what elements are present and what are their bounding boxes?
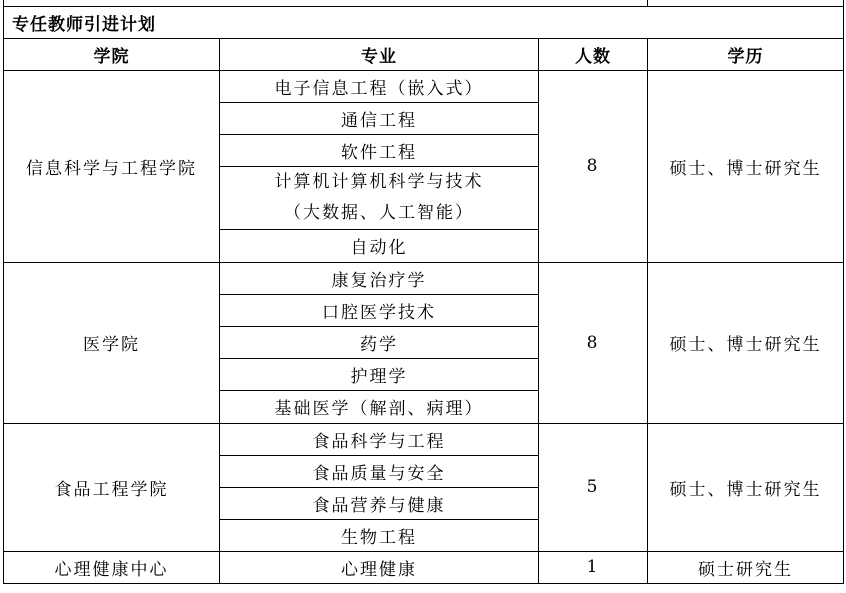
major-cell: 通信工程 [220, 102, 539, 134]
table-row [4, 70, 844, 102]
count-cell: 1 [539, 551, 648, 583]
title-row [4, 6, 844, 38]
major-cell: 康复治疗学 [220, 262, 539, 294]
table-row [4, 262, 844, 294]
degree-cell: 硕士研究生 [648, 551, 844, 583]
major-cell: 基础医学（解剖、病理） [220, 390, 539, 423]
major-cell: 食品科学与工程 [220, 423, 539, 455]
major-cell: 软件工程 [220, 134, 539, 166]
major-cell: 食品营养与健康 [220, 487, 539, 519]
major-cell: 电子信息工程（嵌入式） [220, 70, 539, 102]
major-cell: 食品质量与安全 [220, 455, 539, 487]
college-cell: 信息科学与工程学院 [4, 70, 220, 262]
header-row [4, 38, 844, 70]
degree-cell: 硕士、博士研究生 [648, 423, 844, 551]
header-college: 学院 [4, 38, 220, 70]
major-cell: 生物工程 [220, 519, 539, 551]
major-cell: 心理健康 [220, 551, 539, 583]
count-cell: 8 [539, 262, 648, 423]
college-cell: 食品工程学院 [4, 423, 220, 551]
college-cell: 心理健康中心 [4, 551, 220, 583]
table-title: 专任教师引进计划 [4, 6, 844, 38]
major-cell: 护理学 [220, 358, 539, 390]
header-count: 人数 [539, 38, 648, 70]
count-cell: 8 [539, 70, 648, 262]
major-cell: 药学 [220, 326, 539, 358]
degree-cell: 硕士、博士研究生 [648, 70, 844, 262]
count-cell: 5 [539, 423, 648, 551]
header-degree: 学历 [648, 38, 844, 70]
table-row [4, 423, 844, 455]
major-cell: 口腔医学技术 [220, 294, 539, 326]
header-major: 专业 [220, 38, 539, 70]
major-cell: 计算机计算机科学与技术 （大数据、人工智能） [220, 166, 539, 229]
degree-cell: 硕士、博士研究生 [648, 262, 844, 423]
major-cell: 自动化 [220, 229, 539, 262]
table-row [4, 551, 844, 583]
recruitment-plan-table [3, 0, 844, 584]
college-cell: 医学院 [4, 262, 220, 423]
